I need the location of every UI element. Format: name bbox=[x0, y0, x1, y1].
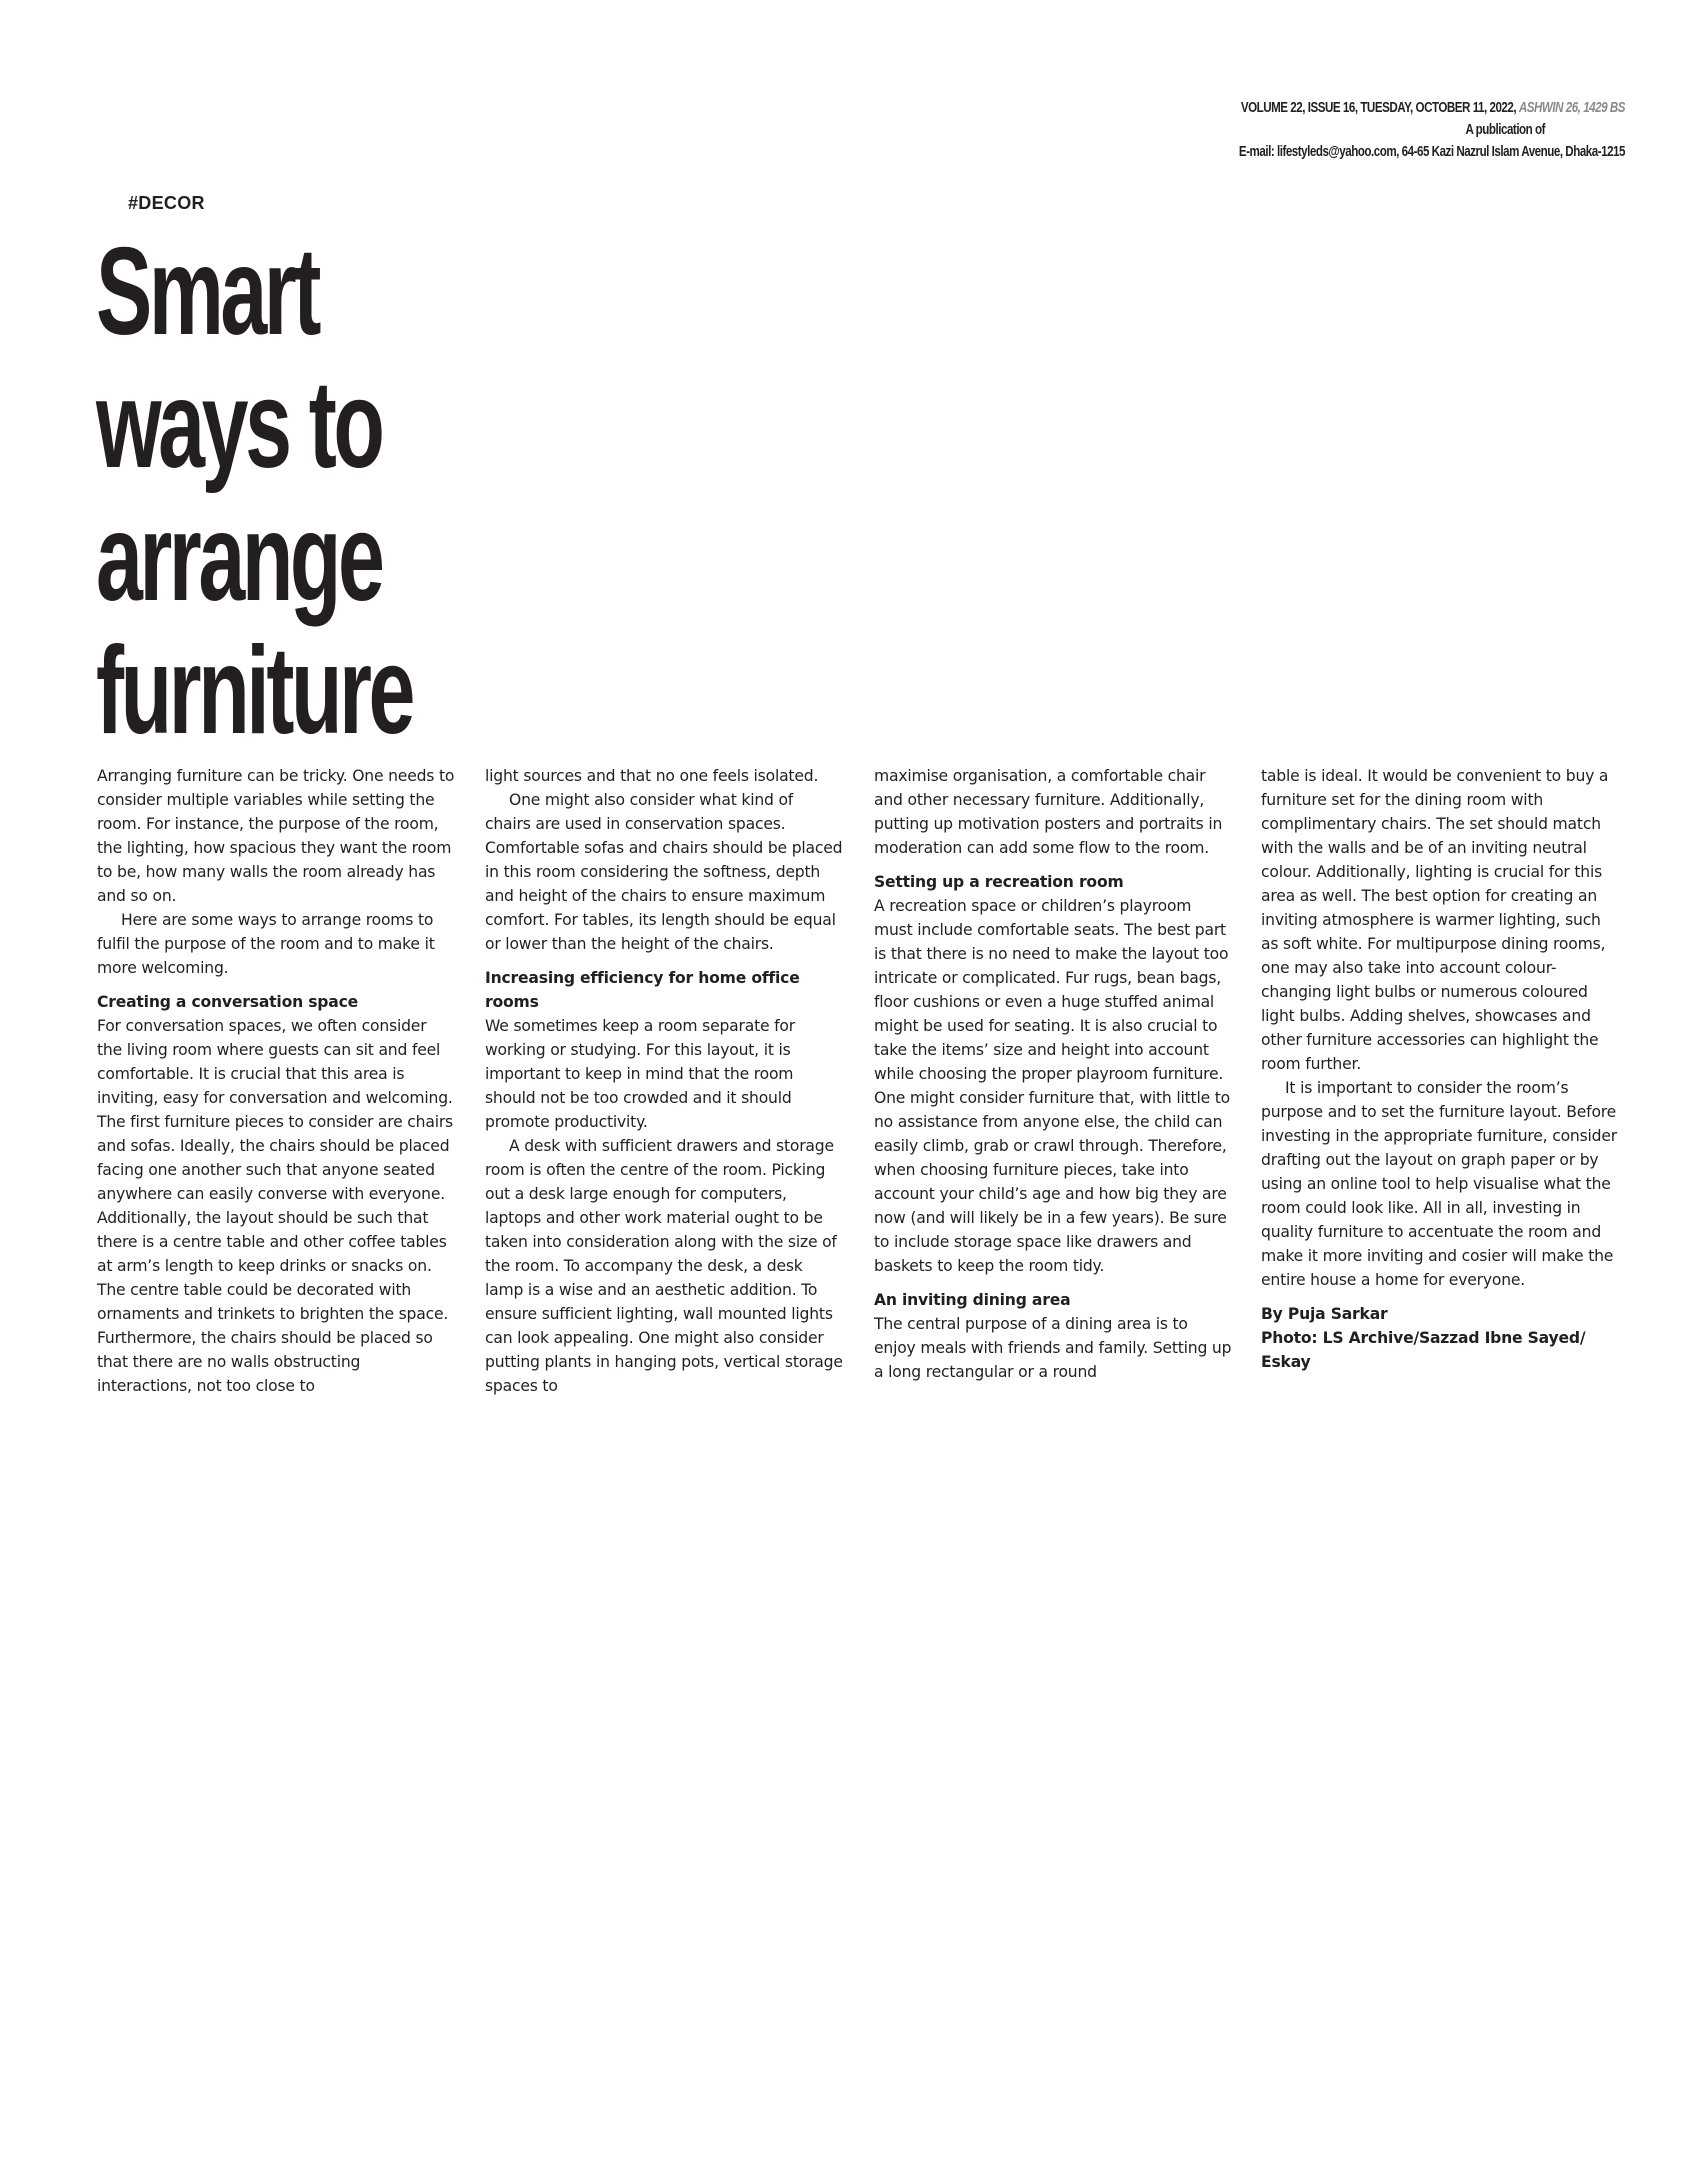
subheading: Increasing efficiency for home office rooms bbox=[485, 969, 800, 1011]
byline: By Puja Sarkar bbox=[1261, 1305, 1388, 1323]
paragraph: A desk with sufficient drawers and storage room is often the centre of the room. Picking out a desk large enough for computers, laptops and other work material ought to be taken into consideration along with the size of the room. To accompany the desk, a desk lamp is a wise and an aesthetic addition. To ensure sufficient lighting, wall mounted lights can look appealing. One might also consider putting plants in hanging pots, vertical storage spaces to bbox=[485, 1137, 843, 1395]
paragraph: Arranging furniture can be tricky. One needs to consider multiple variables while setting the room. For instance, the purpose of the room, the lighting, how spacious they want the room to be, how many walls the room already has and so on. bbox=[97, 767, 455, 905]
photo-credit: Photo: LS Archive/Sazzad Ibne Sayed/ Eskay bbox=[1261, 1329, 1586, 1371]
article-column-2 bbox=[485, 764, 843, 1398]
article-body bbox=[97, 764, 1617, 1424]
issue-info: VOLUME 22, ISSUE 16, TUESDAY, OCTOBER 11, 2022, bbox=[1240, 100, 1517, 116]
article-column-4 bbox=[1261, 764, 1619, 1374]
subheading: An inviting dining area bbox=[874, 1291, 1071, 1309]
masthead bbox=[985, 97, 1625, 163]
paragraph: We sometimes keep a room separate for working or studying. For this layout, it is important to keep in mind that the room should not be too crowded and it should promote productivity. bbox=[485, 1017, 795, 1131]
paragraph: For conversation spaces, we often consider the living room where guests can sit and feel comfortable. It is crucial that this area is inviting, easy for conversation and welcoming. The first furniture pieces to consider are chairs and sofas. Ideally, the chairs should be placed facing one another such that anyone seated anywhere can easily converse with everyone. Additionally, the layout should be such that there is a centre table and other coffee tables at arm’s length to keep drinks or snacks on. The centre table could be decorated with ornaments and trinkets to brighten the space. Furthermore, the chairs should be placed so that there are no walls obstructing interactions, not too close to bbox=[97, 1017, 453, 1395]
headline bbox=[96, 223, 572, 760]
subheading: Creating a conversation space bbox=[97, 993, 358, 1011]
subheading: Setting up a recreation room bbox=[874, 873, 1124, 891]
section-tag: #DECOR bbox=[128, 193, 205, 213]
paragraph: Here are some ways to arrange rooms to fulfil the purpose of the room and to make it more welcoming. bbox=[97, 911, 435, 977]
paragraph: table is ideal. It would be convenient to buy a furniture set for the dining room with complimentary chairs. The set should match with the walls and be of an inviting neutral colour. Additionally, lighting is crucial for this area as well. The best option for creating an inviting atmosphere is warmer lighting, such as soft white. For multipurpose dining rooms, one may also take into account colour-changing light bulbs or numerous coloured light bulbs. Adding shelves, showcases and other furniture accessories can highlight the room further. bbox=[1261, 767, 1609, 1073]
paragraph: maximise organisation, a comfortable chair and other necessary furniture. Additionally, putting up motivation posters and portraits in moderation can add some flow to the room. bbox=[874, 767, 1223, 857]
paragraph: One might also consider what kind of chairs are used in conservation spaces. Comfortable sofas and chairs should be placed in this room considering the softness, depth and height of the chairs to ensure maximum comfort. For tables, its length should be equal or lower than the height of the chairs. bbox=[485, 791, 843, 953]
issue-line bbox=[985, 97, 1625, 119]
article-column-3 bbox=[874, 764, 1232, 1384]
paragraph: It is important to consider the room’s purpose and to set the furniture layout. Before investing in the appropriate furniture, consider drafting out the layout on graph paper or by using an online tool to help visualise what the room could look like. All in all, investing in quality furniture to accentuate the room and make it more inviting and cosier will make the entire house a home for everyone. bbox=[1261, 1079, 1617, 1289]
headline-line-1: Smart bbox=[96, 223, 319, 361]
paragraph: A recreation space or children’s playroom must include comfortable seats. The best part is that there is no need to make the layout too intricate or complicated. Fur rugs, bean bags, floor cushions or even a huge stuffed animal might be used for seating. It is also crucial to take the items’ size and height into account while choosing the proper playroom furniture. One might consider furniture that, with little to no assistance from anyone else, the child can easily climb, grab or crawl through. Therefore, when choosing furniture pieces, take into account your child’s age and how big they are now (and will likely be in a few years). Be sure to include storage space like drawers and baskets to keep the room tidy. bbox=[874, 897, 1230, 1275]
bangla-date: ASHWIN 26, 1429 BS bbox=[1518, 100, 1625, 116]
publication-label: A publication of bbox=[1465, 122, 1545, 138]
headline-line-2: ways to bbox=[96, 356, 382, 494]
headline-line-4: furniture bbox=[96, 622, 413, 760]
headline-line-3: arrange bbox=[96, 489, 382, 627]
contact-line: E-mail: lifestyleds@yahoo.com, 64-65 Kazi Nazrul Islam Avenue, Dhaka-1215 bbox=[1238, 144, 1625, 160]
article-column-1 bbox=[97, 764, 455, 1398]
paragraph: The central purpose of a dining area is to enjoy meals with friends and family. Setting up a long rectangular or a round bbox=[874, 1315, 1232, 1381]
paragraph: light sources and that no one feels isolated. bbox=[485, 767, 819, 785]
